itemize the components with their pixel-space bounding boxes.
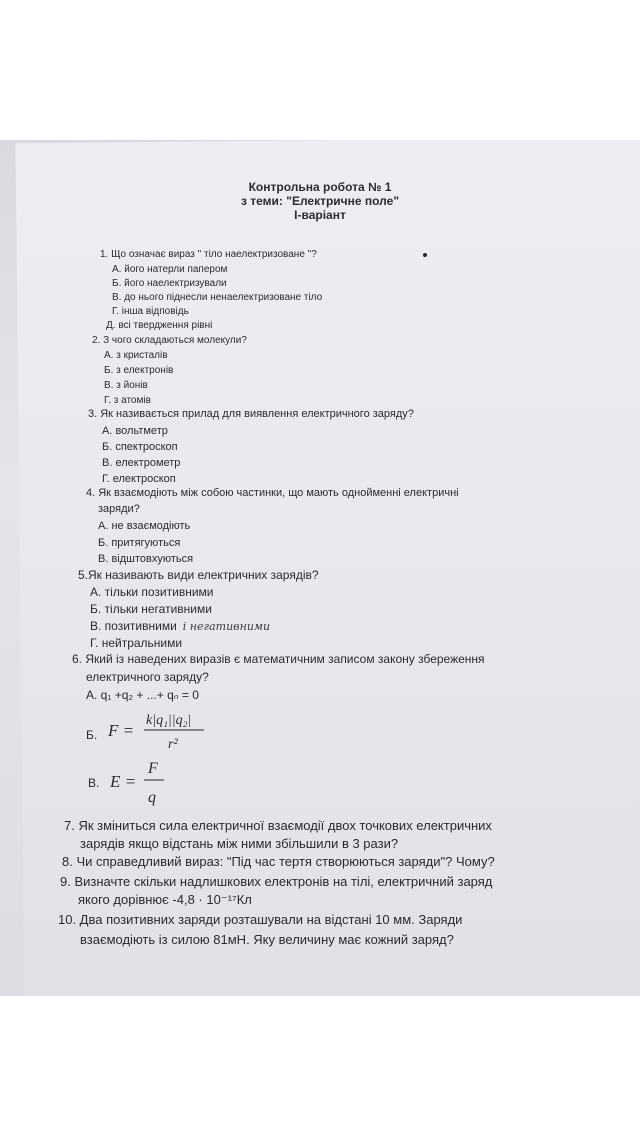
q6-option-b-label: Б. [86,728,98,742]
q3-option-b: Б. спектроскоп [102,441,178,453]
question-7: 7. Як зміниться сила електричної взаємодії двох точкових електричних [64,818,492,833]
document-header [150,180,490,222]
q1-option-d: Д. всі твердження рівні [106,320,213,331]
q1-option-g: Г. інша відповідь [112,306,189,317]
question-8: 8. Чи справедливий вираз: "Під час тертя створюються заряди"? Чому? [62,854,495,869]
question-5: 5.Як називають види електричних зарядів? [78,568,319,582]
question-10: 10. Два позитивних заряди розташували на відстані 10 мм. Заряди [58,912,463,927]
question-10-cont: взаємодіють із силою 81мН. Яку величину має кожний заряд? [80,932,454,947]
q6-option-v-label: В. [88,776,100,790]
q5-option-g: Г. нейтральними [90,636,183,650]
q6-option-a: А. q₁ +q₂ + ...+ qₙ = 0 [86,688,199,702]
svg-text:F: F [148,760,158,777]
q3-option-g: Г. електроскоп [102,473,176,485]
svg-text:k|q₁||q₂|: k|q₁||q₂| [146,713,192,728]
q2-option-v: В. з йонів [104,380,148,391]
svg-text:E =: E = [110,772,137,791]
q1-option-a: А. його натерли папером [112,264,228,275]
question-3: 3. Як називається прилад для виявлення електричного заряду? [88,408,414,420]
q4-option-a: А. не взаємодіють [98,520,191,532]
question-7-cont: зарядів якщо відстань між ними збільшили в 3 рази? [80,836,399,851]
question-1: 1. Що означає вираз " тіло наелектризоване "? [100,249,317,260]
q1-option-b: Б. його наелектризували [112,278,227,289]
ink-dot [423,253,427,257]
q5-option-v [90,619,270,633]
question-4-cont: заряди? [98,503,140,515]
formula-field-svg [110,756,180,810]
question-6: 6. Який із наведених виразів є математичним записом закону збереження [72,652,485,666]
q1-option-v: В. до нього піднесли ненаелектризоване тіло [112,292,323,303]
formula-field [110,756,180,815]
q2-option-a: А. з кристалів [104,350,168,361]
svg-text:r²: r² [168,737,178,752]
document-title: Контрольна робота № 1 [248,180,392,194]
question-4: 4. Як взаємодіють між собою частинки, що мають однойменні електричні [86,487,459,499]
q3-option-a: А. вольтметр [102,425,168,437]
question-6-cont: електричного заряду? [86,670,209,684]
q3-option-v: В. електрометр [102,457,181,469]
formula-coulomb-svg [108,706,218,754]
svg-text:q: q [148,789,156,806]
q5-option-b: Б. тільки негативними [90,602,212,616]
document-topic: з теми: "Електричне поле" [240,194,400,208]
document-variant: І-варіант [294,208,346,222]
q2-option-b: Б. з електронів [104,365,174,376]
q4-option-v: В. відштовхуються [98,553,194,565]
question-2: 2. З чого складаються молекули? [92,335,247,346]
handwritten-note: і негативними [182,620,271,633]
q4-option-b: Б. притягуються [98,537,181,549]
question-9-cont: якого дорівнює -4,8 · 10⁻¹⁷Кл [78,892,252,907]
svg-text:F =: F = [108,721,135,740]
question-9: 9. Визначте скільки надлишкових електронів на тілі, електричний заряд [60,874,493,889]
formula-coulomb [108,706,218,759]
q5-option-a: А. тільки позитивними [90,585,214,599]
q2-option-g: Г. з атомів [104,395,151,406]
q5-option-v-text: В. позитивними [90,619,177,633]
